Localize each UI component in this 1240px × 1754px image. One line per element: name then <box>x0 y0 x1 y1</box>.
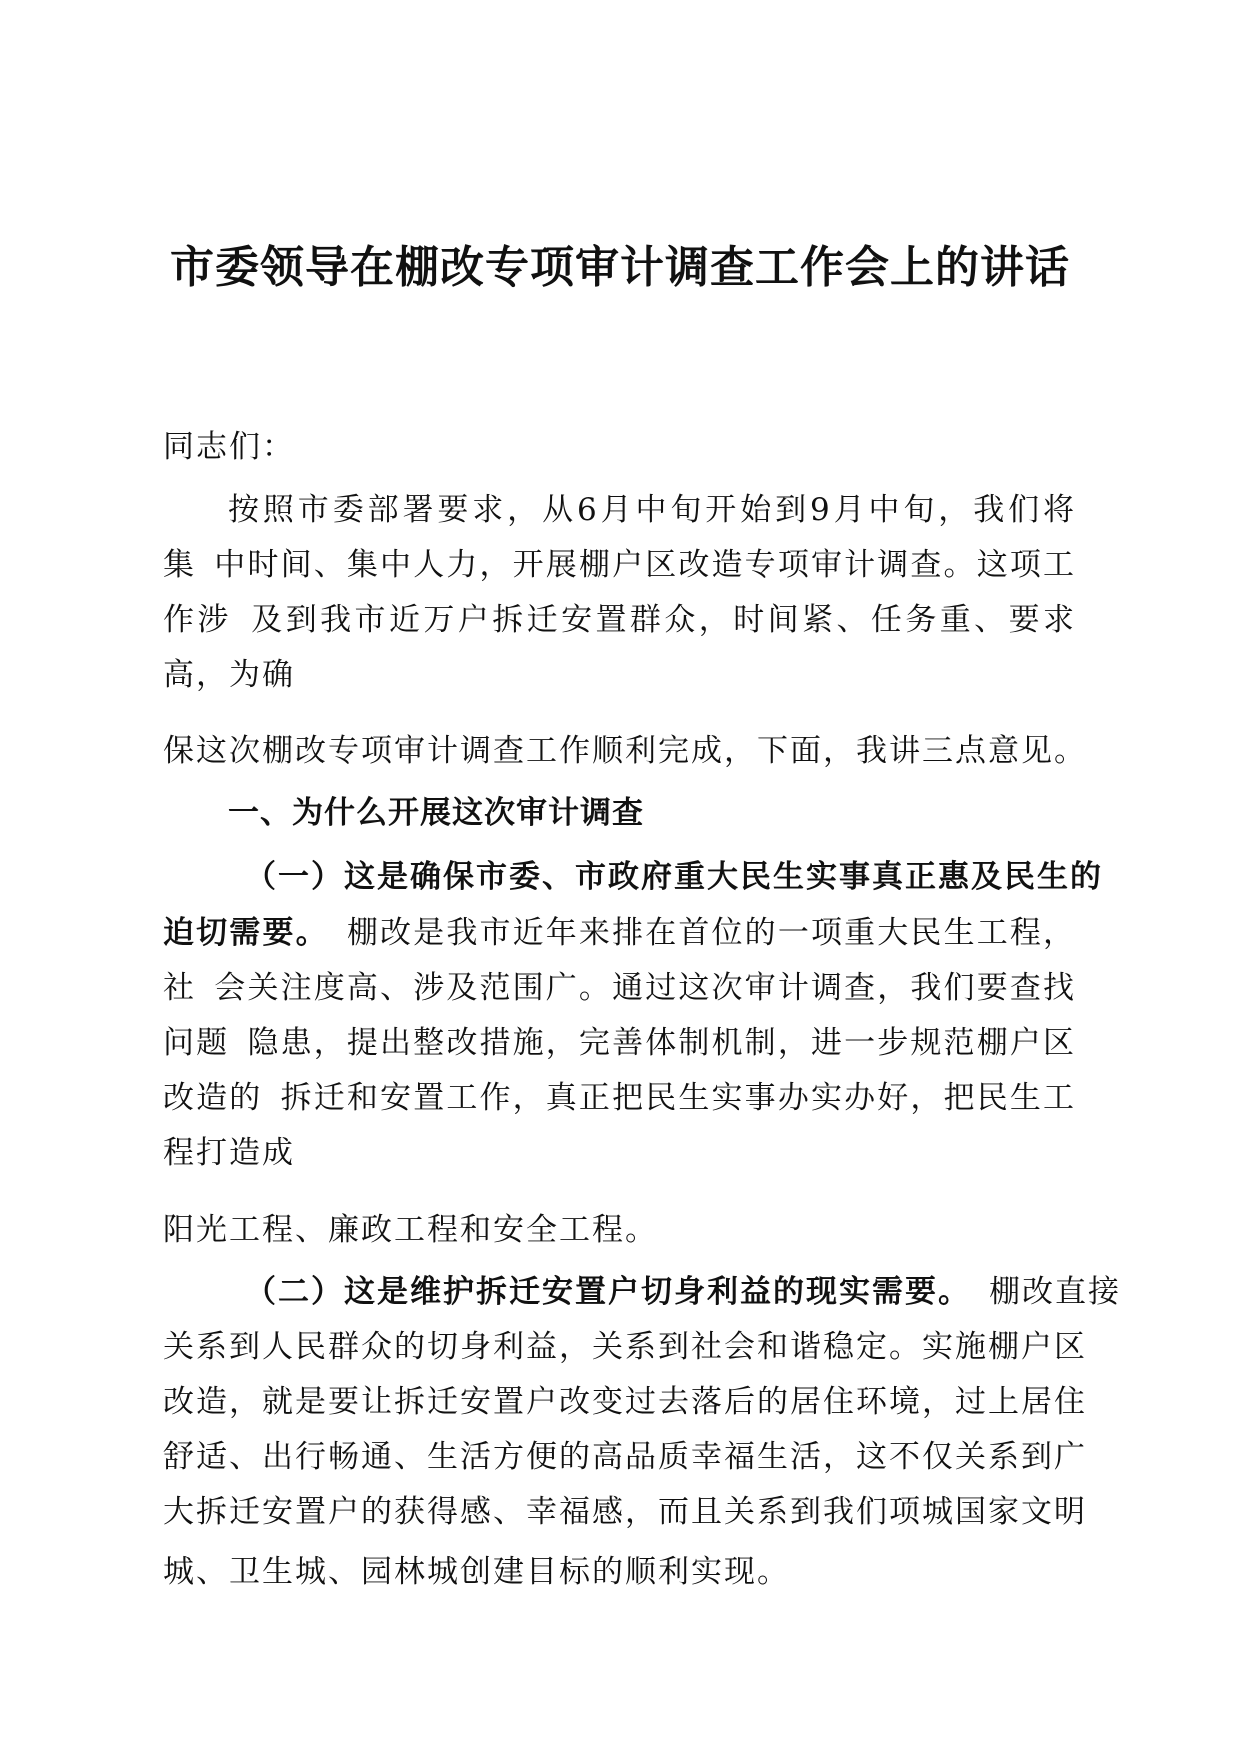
item1-line-3-a: 社 <box>163 970 197 1006</box>
intro-line-3-a: 作涉 <box>163 602 232 638</box>
item1-lead-bold: 迫切需要。 <box>163 915 329 951</box>
item2-line-2: 关系到人民群众的切身利益，关系到社会和谐稳定。实施棚户区 <box>163 1329 1087 1365</box>
item1-line-6: 程打造成 <box>163 1135 295 1171</box>
item2-line-1 <box>245 1272 1121 1312</box>
item2-line-3: 改造，就是要让拆迁安置户改变过去落后的居住环境，过上居住 <box>163 1384 1087 1420</box>
item1-line-5 <box>163 1078 1076 1118</box>
intro-line-2 <box>163 545 1076 585</box>
document-title: 市委领导在棚改专项审计调查工作会上的讲话 <box>170 242 1070 293</box>
item1-line-7: 阳光工程、廉政工程和安全工程。 <box>163 1212 658 1248</box>
item2-line-1-rest: 棚改直接 <box>989 1274 1121 1310</box>
item1-line-5-b: 拆迁和安置工作，真正把民生实事办实办好，把民生工 <box>280 1080 1077 1116</box>
item1-line-4-a: 问题 <box>163 1025 230 1061</box>
item1-line-2-rest: 棚改是我市近年来排在首位的一项重大民生工程， <box>346 915 1077 951</box>
item2-line-4: 舒适、出行畅通、生活方便的高品质幸福生活，这不仅关系到广 <box>163 1439 1087 1475</box>
item2-lead-bold: （二）这是维护拆迁安置户切身利益的现实需要。 <box>245 1274 971 1310</box>
item1-line-4 <box>163 1023 1076 1063</box>
item1-line-3 <box>163 968 1076 1008</box>
item1-line-5-a: 改造的 <box>163 1080 263 1116</box>
item1-line-2 <box>163 913 1076 953</box>
item1-line-1: （一）这是确保市委、市政府重大民生实事真正惠及民生的 <box>245 859 1103 895</box>
section-heading-1: 一、为什么开展这次审计调查 <box>228 795 644 831</box>
item1-line-3-b: 会关注度高、涉及范围广。通过这次审计调查，我们要查找 <box>214 970 1077 1006</box>
intro-line-5: 保这次棚改专项审计调查工作顺利完成，下面，我讲三点意见。 <box>163 733 1087 769</box>
intro-line-2-b: 中时间、集中人力，开展棚户区改造专项审计调查。这项工 <box>214 547 1077 583</box>
greeting: 同志们： <box>163 429 295 465</box>
intro-line-1: 按照市委部署要求，从6月中旬开始到9月中旬，我们将 <box>228 492 1076 528</box>
intro-line-3-b: 及到我市近万户拆迁安置群众，时间紧、任务重、要求 <box>249 602 1077 638</box>
item2-line-6: 城、卫生城、园林城创建目标的顺利实现。 <box>163 1554 790 1590</box>
item1-line-4-b: 隐患，提出整改措施，完善体制机制，进一步规范棚户区 <box>247 1025 1076 1061</box>
item2-line-5: 大拆迁安置户的获得感、幸福感，而且关系到我们项城国家文明 <box>163 1494 1087 1530</box>
intro-line-3 <box>163 600 1076 640</box>
intro-line-2-a: 集 <box>163 547 197 583</box>
intro-line-4: 高，为确 <box>163 657 295 693</box>
